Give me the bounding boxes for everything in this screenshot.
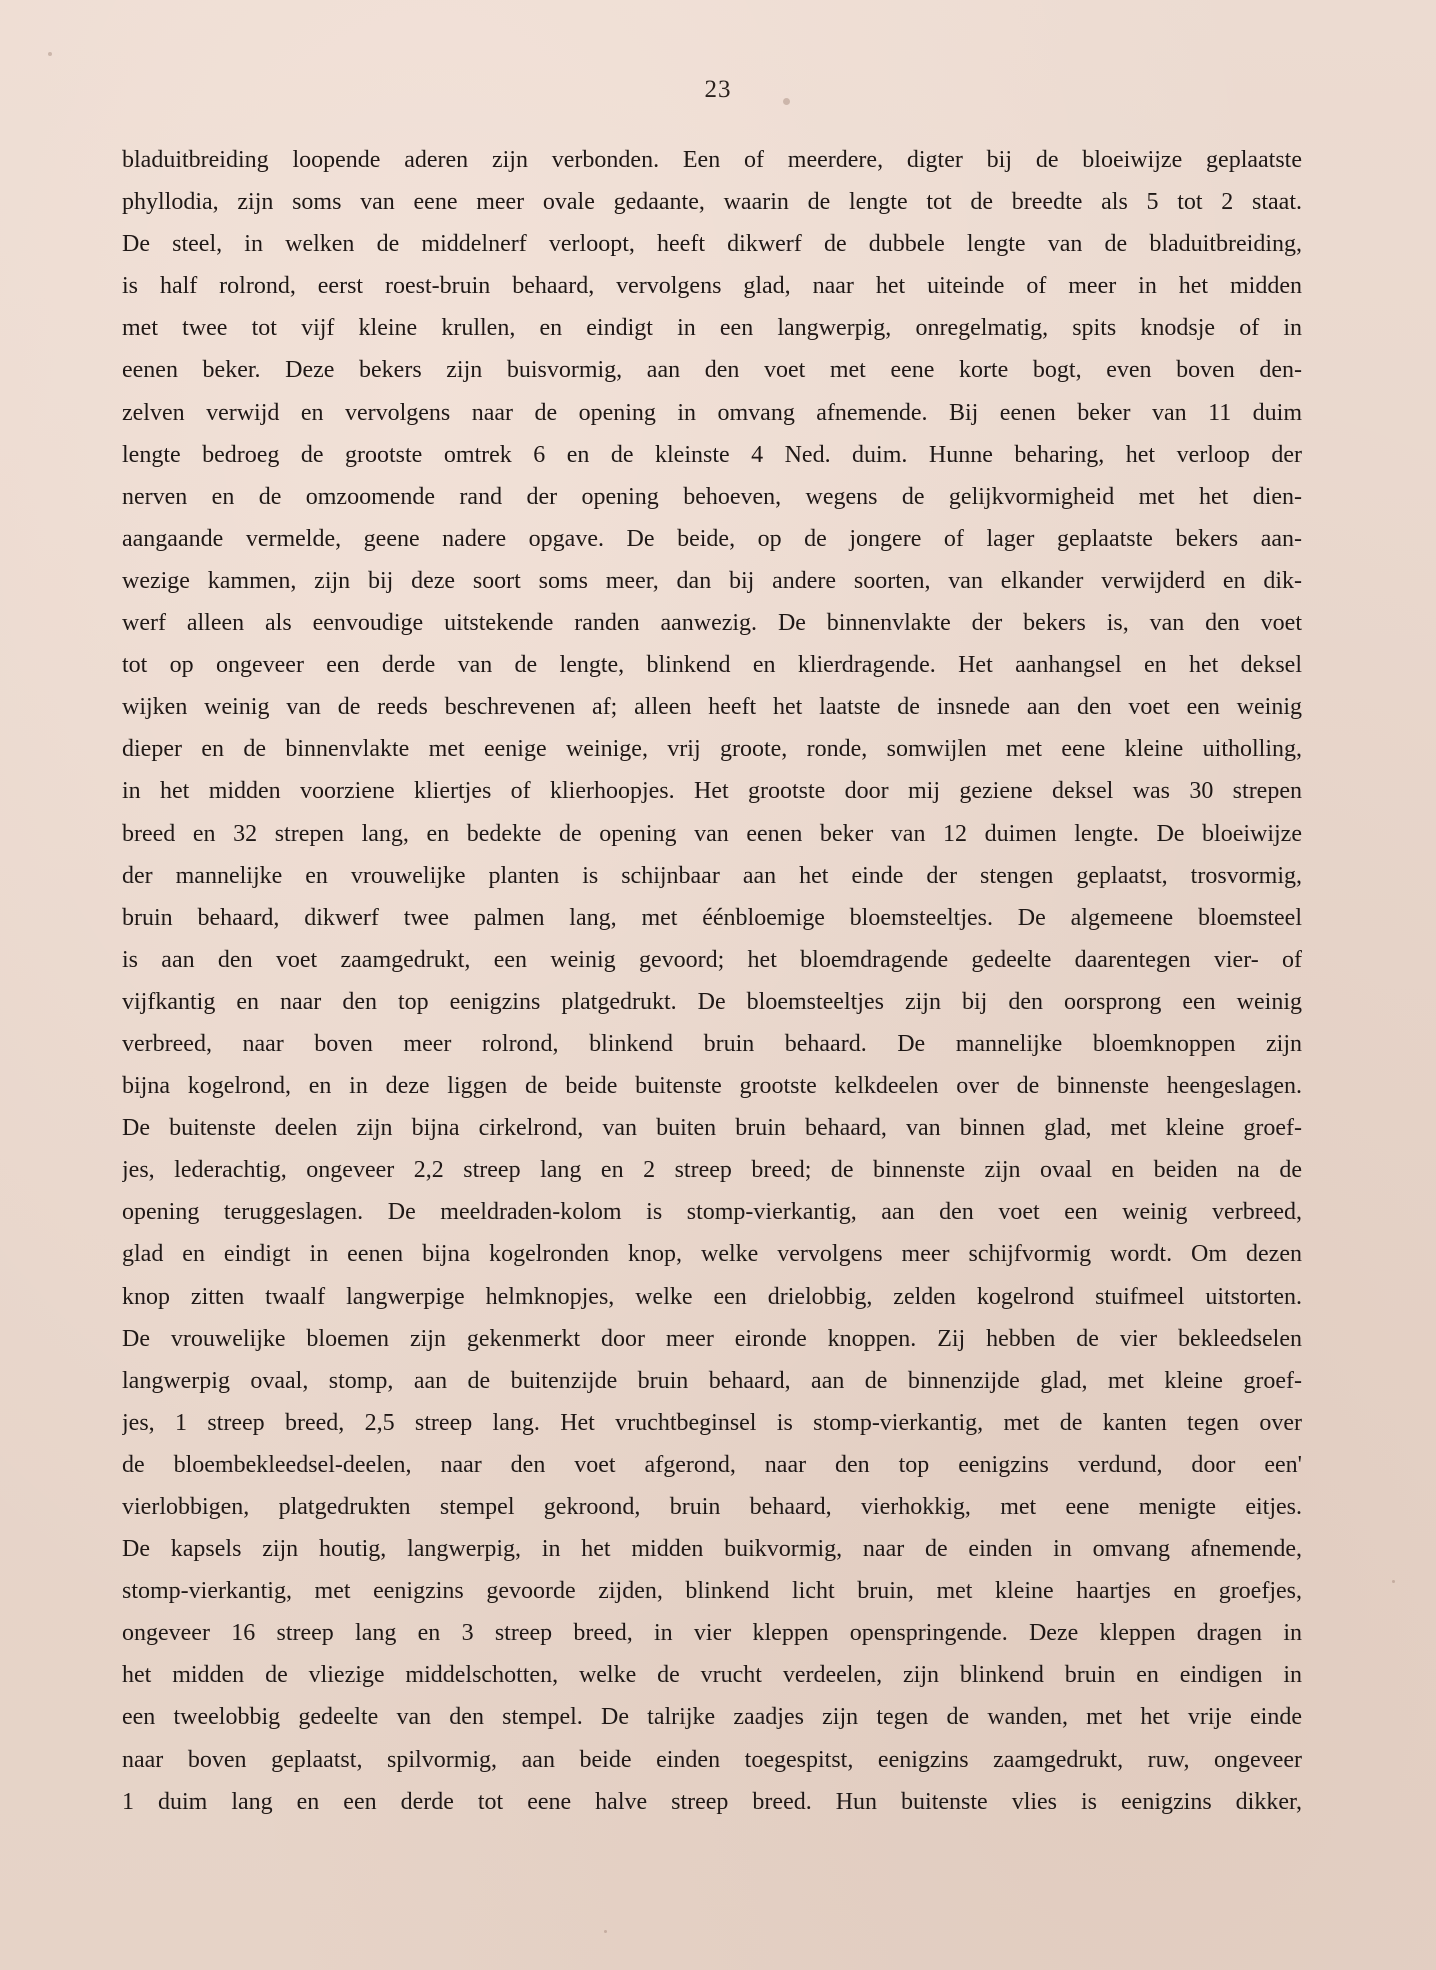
text-line: breed en 32 strepen lang, en bedekte de opening van eenen beker van 12 duimen lengte. De bloeiwijze: [122, 820, 1302, 847]
text-line: met twee tot vijf kleine krullen, en eindigt in een langwerpig, onregelmatig, spits knodsje of in: [122, 315, 1302, 342]
text-line: bladuitbreiding loopende aderen zijn verbonden. Een of meerdere, digter bij de bloeiwijze geplaatste: [122, 147, 1302, 173]
text-line: vijfkantig en naar den top eenigzins platgedrukt. De bloemsteeltjes zijn bij den oorsprong een weinig: [122, 988, 1302, 1015]
page-number: 23: [704, 76, 732, 103]
text-line: wezige kammen, zijn bij deze soort soms meer, dan bij andere soorten, van elkander verwijderd en dik-: [122, 567, 1302, 594]
text-line: der mannelijke en vrouwelijke planten is schijnbaar aan het einde der stengen geplaatst, trosvormig,: [122, 862, 1302, 889]
paper-speck: [48, 52, 52, 56]
text-line: jes, 1 streep breed, 2,5 streep lang. Het vruchtbeginsel is stomp-vierkantig, met de kanten tegen over: [122, 1409, 1302, 1436]
text-line: de bloembekleedsel-deelen, naar den voet afgerond, naar den top eenigzins verdund, door een': [122, 1451, 1302, 1478]
text-line: tot op ongeveer een derde van de lengte, blinkend en klierdragende. Het aanhangsel en het deksel: [122, 652, 1302, 679]
text-line: ongeveer 16 streep lang en 3 streep breed, in vier kleppen openspringende. Deze kleppen dragen in: [122, 1620, 1302, 1647]
text-line: phyllodia, zijn soms van eene meer ovale gedaante, waarin de lengte tot de breedte als 5 tot 2 staat.: [122, 189, 1302, 216]
text-line: knop zitten twaalf langwerpige helmknopjes, welke een drielobbig, zelden kogelrond stuifmeel uitstorten.: [122, 1283, 1302, 1310]
text-line: bruin behaard, dikwerf twee palmen lang, met éénbloemige bloemsteeltjes. De algemeene bloemsteel: [122, 904, 1302, 931]
text-line: De buitenste deelen zijn bijna cirkelrond, van buiten bruin behaard, van binnen glad, met kleine groef-: [122, 1115, 1302, 1142]
text-line: opening teruggeslagen. De meeldraden-kolom is stomp-vierkantig, aan den voet een weinig verbreed,: [122, 1199, 1302, 1226]
text-line: is half rolrond, eerst roest-bruin behaard, vervolgens glad, naar het uiteinde of meer in het midden: [122, 273, 1302, 300]
text-line: verbreed, naar boven meer rolrond, blinkend bruin behaard. De mannelijke bloemknoppen zijn: [122, 1030, 1302, 1057]
text-line: lengte bedroeg de grootste omtrek 6 en de kleinste 4 Ned. duim. Hunne beharing, het verloop der: [122, 441, 1302, 468]
text-line: is aan den voet zaamgedrukt, een weinig gevoord; het bloemdragende gedeelte daarentegen vier- of: [122, 946, 1302, 973]
text-line: stomp-vierkantig, met eenigzins gevoorde zijden, blinkend licht bruin, met kleine haartjes en groefjes,: [122, 1578, 1302, 1605]
text-line: het midden de vliezige middelschotten, welke de vrucht verdeelen, zijn blinkend bruin en eindigen in: [122, 1662, 1302, 1689]
text-line: glad en eindigt in eenen bijna kogelronden knop, welke vervolgens meer schijfvormig wordt. Om dezen: [122, 1241, 1302, 1268]
text-line: in het midden voorziene kliertjes of klierhoopjes. Het grootste door mij geziene deksel was 30 strepen: [122, 778, 1302, 805]
text-line: aangaande vermelde, geene nadere opgave. De beide, op de jongere of lager geplaatste bekers aan-: [122, 525, 1302, 552]
paper-speck: [604, 1930, 607, 1933]
text-line: De vrouwelijke bloemen zijn gekenmerkt door meer eironde knoppen. Zij hebben de vier bekleedselen: [122, 1325, 1302, 1352]
text-line: eenen beker. Deze bekers zijn buisvormig, aan den voet met eene korte bogt, even boven den-: [122, 357, 1302, 384]
text-line: De steel, in welken de middelnerf verloopt, heeft dikwerf de dubbele lengte van de bladuitbreiding,: [122, 231, 1302, 258]
text-line: De kapsels zijn houtig, langwerpig, in het midden buikvormig, naar de einden in omvang afnemende,: [122, 1536, 1302, 1563]
text-line: naar boven geplaatst, spilvormig, aan beide einden toegespitst, eenigzins zaamgedrukt, ruw, ongeveer: [122, 1746, 1302, 1773]
text-line: wijken weinig van de reeds beschrevenen af; alleen heeft het laatste de insnede aan den voet een weinig: [122, 694, 1302, 721]
text-line: bijna kogelrond, en in deze liggen de beide buitenste grootste kelkdeelen over de binnenste heengeslagen.: [122, 1073, 1302, 1100]
text-line: werf alleen als eenvoudige uitstekende randen aanwezig. De binnenvlakte der bekers is, van den voet: [122, 610, 1302, 637]
paper-speck: [783, 98, 790, 105]
text-line: nerven en de omzoomende rand der opening behoeven, wegens de gelijkvormigheid met het dien-: [122, 483, 1302, 510]
text-line: een tweelobbig gedeelte van den stempel. De talrijke zaadjes zijn tegen de wanden, met het vrije einde: [122, 1704, 1302, 1731]
paper-speck: [1392, 1580, 1395, 1583]
text-line: langwerpig ovaal, stomp, aan de buitenzijde bruin behaard, aan de binnenzijde glad, met kleine groef-: [122, 1367, 1302, 1394]
text-line: jes, lederachtig, ongeveer 2,2 streep lang en 2 streep breed; de binnenste zijn ovaal en beiden na de: [122, 1157, 1302, 1184]
text-line: zelven verwijd en vervolgens naar de opening in omvang afnemende. Bij eenen beker van 11 duim: [122, 399, 1302, 426]
text-line: vierlobbigen, platgedrukten stempel gekroond, bruin behaard, vierhokkig, met eene menigte eitjes.: [122, 1494, 1302, 1520]
text-line: dieper en de binnenvlakte met eenige weinige, vrij groote, ronde, somwijlen met eene kleine uitholling,: [122, 736, 1302, 763]
text-line: 1 duim lang en een derde tot eene halve streep breed. Hun buitenste vlies is eenigzins dikker,: [122, 1788, 1302, 1815]
body-text: [122, 139, 1302, 1823]
